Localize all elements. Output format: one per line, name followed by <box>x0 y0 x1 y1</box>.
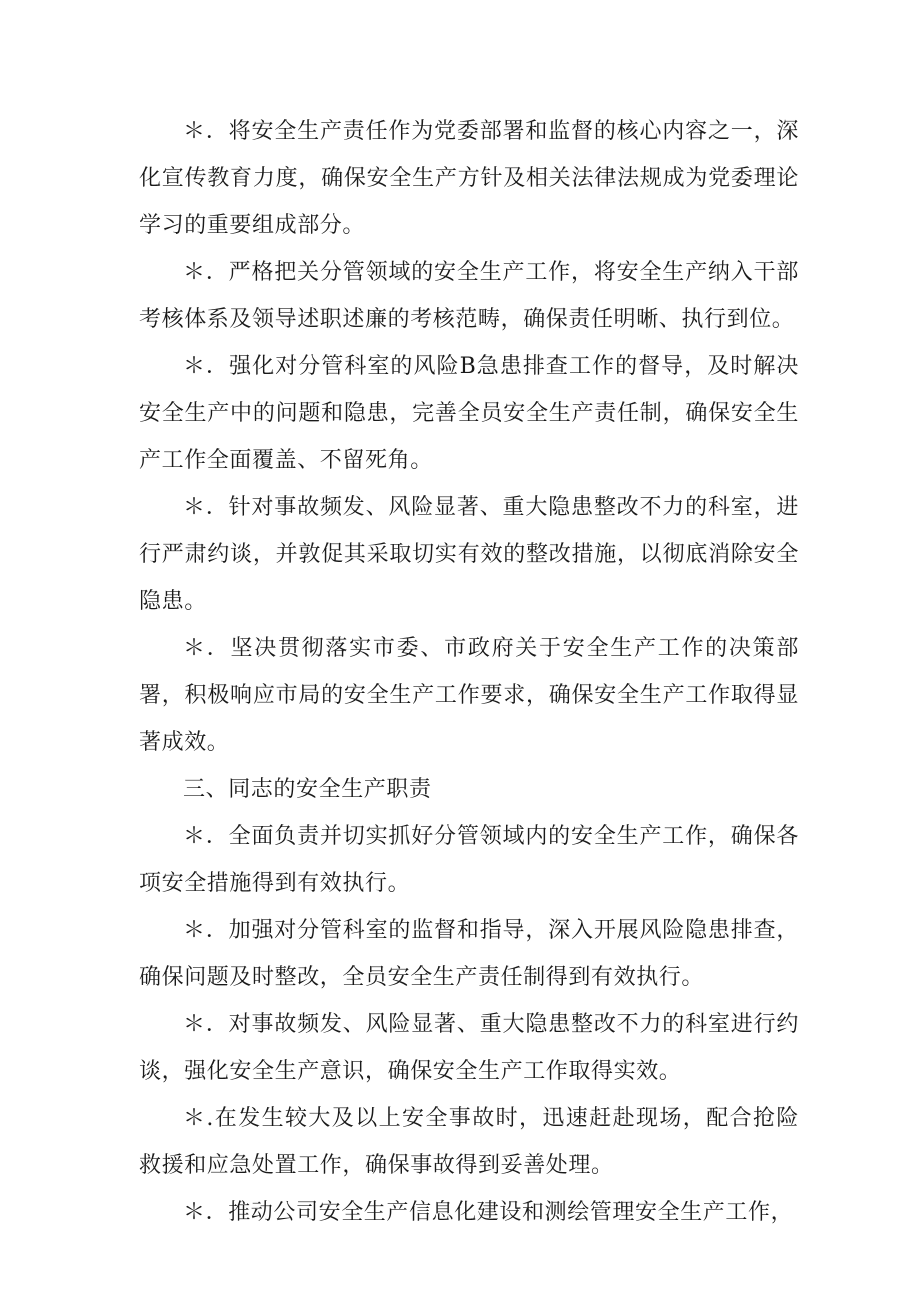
paragraph-4: ＊．针对事故频发、风险显著、重大隐患整改不力的科室，进行严肃约谈，并敦促其采取切实有效的整改措施，以彻底消除安全隐患。 <box>139 495 799 614</box>
paragraph-2: ＊．严格把关分管领域的安全生产工作，将安全生产纳入干部考核体系及领导述职述廉的考核范畴，确保责任明晰、执行到位。 <box>139 260 799 332</box>
paragraph-1: ＊．将安全生产责任作为党委部署和监督的核心内容之一，深化宣传教育力度，确保安全生产方针及相关法律法规成为党委理论学习的重要组成部分。 <box>139 119 799 238</box>
paragraph-7: ＊．全面负责并切实抓好分管领域内的安全生产工作，确保各项安全措施得到有效执行。 <box>139 824 799 896</box>
section-heading: 三、同志的安全生产职责 <box>183 777 432 802</box>
paragraph-10: ＊.在发生较大及以上安全事故时，迅速赶赴现场，配合抢险救援和应急处置工作，确保事故得到妥善处理。 <box>139 1106 799 1178</box>
paragraph-3: ＊．强化对分管科室的风险B急患排查工作的督导，及时解决安全生产中的问题和隐患，完善全员安全生产责任制，确保安全生产工作全面覆盖、不留死角。 <box>139 354 799 473</box>
document-body <box>139 108 799 1236</box>
paragraph-9: ＊．对事故频发、风险显著、重大隐患整改不力的科室进行约谈，强化安全生产意识，确保安全生产工作取得实效。 <box>139 1012 799 1084</box>
paragraph-8: ＊．加强对分管科室的监督和指导，深入开展风险隐患排查，确保问题及时整改，全员安全生产责任制得到有效执行。 <box>139 918 799 990</box>
paragraph-5: ＊．坚决贯彻落实市委、市政府关于安全生产工作的决策部署，积极响应市局的安全生产工作要求，确保安全生产工作取得显著成效。 <box>139 636 799 755</box>
paragraph-11: ＊．推动公司安全生产信息化建设和测绘管理安全生产工作， <box>183 1200 794 1225</box>
